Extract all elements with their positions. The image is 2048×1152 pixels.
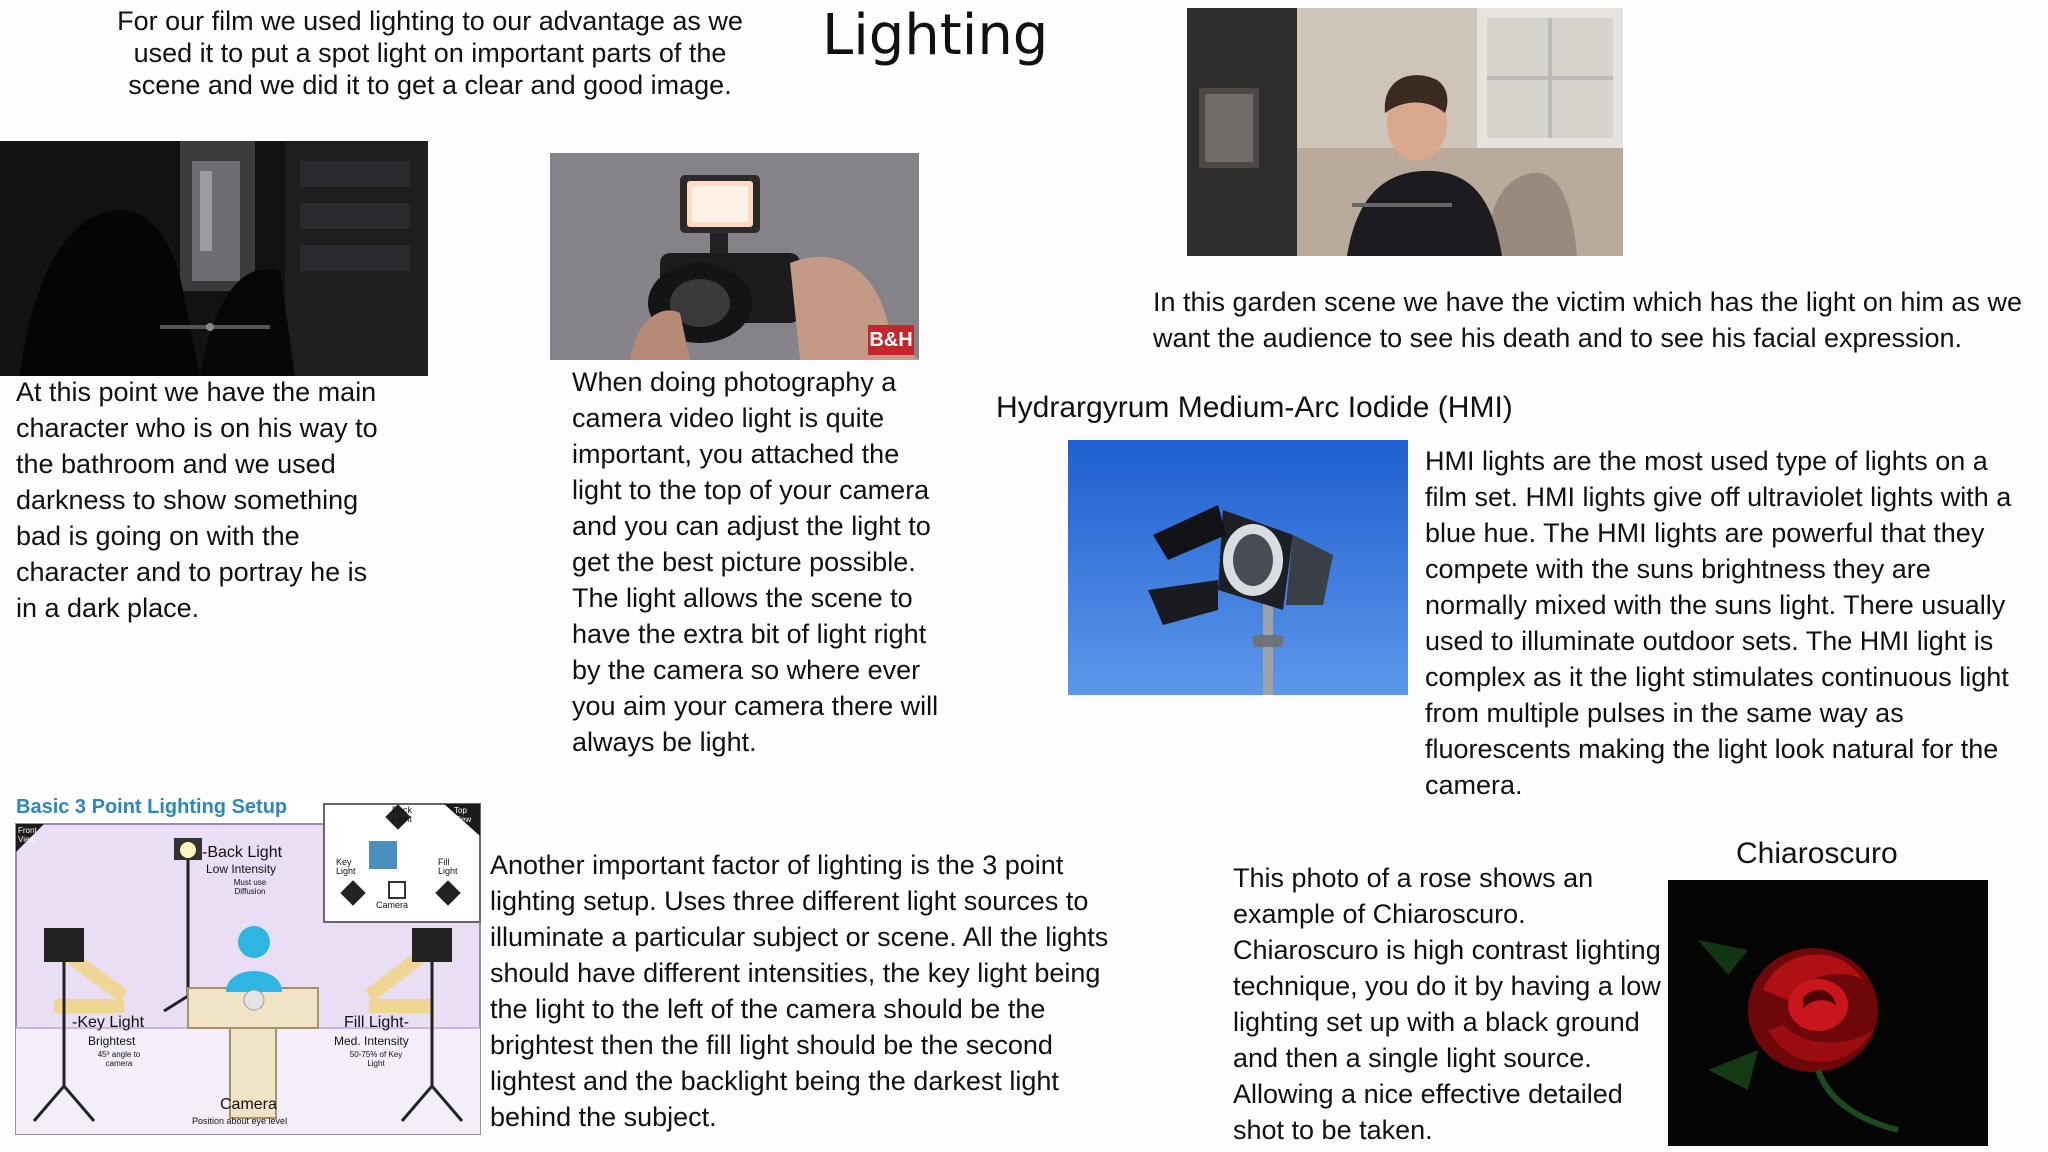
dark-scene-image	[0, 141, 428, 376]
three-point-text: Another important factor of lighting is the 3 point lighting setup. Uses three different light sources to illuminate a particular subject or scene. All the lights should have different intensities, the key light being the light to the left of the camera should be the brightest then the fill light should be the second lightest and the backlight being the darkest light behind the subject.	[490, 850, 1109, 1132]
diagram-fill-light-note: 50-75% of Key Light	[349, 1050, 403, 1068]
bh-logo: B&H	[869, 329, 913, 351]
garden-scene-image	[1187, 8, 1623, 256]
page-title: Lighting	[822, 3, 1049, 68]
hmi-light-image	[1068, 440, 1408, 695]
diagram-top-camera-label: Camera	[376, 900, 409, 910]
diagram-key-light-note: 45º angle to camera	[97, 1050, 141, 1068]
diagram-fill-light-label: Fill Light-	[344, 1014, 409, 1031]
chiaroscuro-text: This photo of a rose shows an example of Chiaroscuro. Chiaroscuro is high contrast lighting technique, you do it by having a low lighting set up with a black ground and then a single light source. Allowing a nice effective detailed shot to be taken.	[1233, 863, 1661, 1145]
diagram-top-fill-label: Fill Light	[438, 857, 458, 876]
diagram-key-light-sub: Brightest	[88, 1034, 136, 1048]
chiaroscuro-heading: Chiaroscuro	[1736, 837, 1898, 870]
diagram-top-key-label: Key Light	[336, 857, 356, 876]
diagram-title: Basic 3 Point Lighting Setup	[16, 796, 288, 818]
diagram-top-back-label: Back Light	[391, 805, 412, 824]
hmi-text: HMI lights are the most used type of lights on a film set. HMI lights give off ultraviolet lights with a blue hue. The HMI lights are powerful that they compete with the suns brightness they are normally mixed with the suns light. There usually used to illuminate outdoor sets. The HMI light is complex as it the light stimulates continuous light from multiple pulses in the same way as fluorescents making the light look natural for the camera.	[1425, 446, 2012, 800]
diagram-key-light-label: -Key Light	[72, 1014, 145, 1031]
three-point-diagram	[14, 796, 482, 1136]
diagram-back-light-label: -Back Light	[202, 844, 283, 861]
diagram-back-light-sub: Low Intensity	[206, 862, 277, 876]
rose-image	[1668, 880, 1988, 1146]
diagram-back-light-note: Must use Diffusion	[233, 878, 267, 896]
diagram-camera-note: Position about eye level	[192, 1116, 288, 1126]
camera-light-image	[550, 153, 919, 360]
dark-scene-caption: At this point we have the main character who is on his way to the bathroom and we used darkness to show something bad is going on with the character and to portray he is in a dark place.	[16, 377, 378, 623]
diagram-camera-label: Camera	[220, 1096, 277, 1113]
diagram-front-view-label: Front View	[18, 826, 37, 844]
diagram-top-view-label: Top View	[454, 806, 472, 824]
hmi-heading: Hydrargyrum Medium-Arc Iodide (HMI)	[996, 391, 1513, 424]
intro-text: For our film we used lighting to our advantage as we used it to put a spot light on important parts of the scene and we did it to get a clear and good image.	[117, 6, 743, 100]
diagram-fill-light-sub: Med. Intensity	[334, 1034, 409, 1048]
camera-light-caption: When doing photography a camera video light is quite important, you attached the light to the top of your camera and you can adjust the light to get the best picture possible. The light allows the scene to have the extra bit of light right by the camera so where ever you aim your camera there will always be light.	[572, 367, 939, 757]
garden-caption: In this garden scene we have the victim which has the light on him as we want the audience to see his death and to see his facial expression.	[1153, 287, 2022, 353]
